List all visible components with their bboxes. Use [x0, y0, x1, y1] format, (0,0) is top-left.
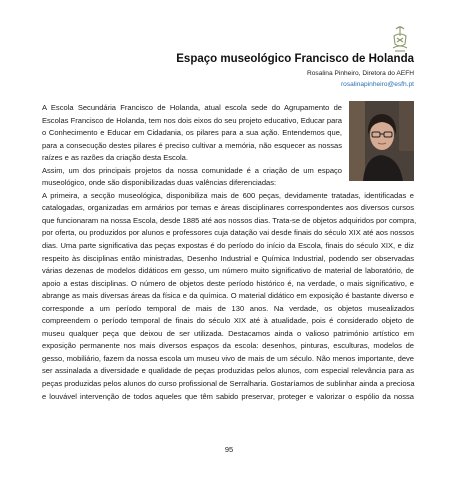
body-line: exposição permanente nos mais diversos espaços da escola: desenhos, pinturas, esculturas, modelos de: [42, 341, 414, 351]
body-line: Assim, um dos principais projetos da nossa comunidade é a criação de um espaço: [42, 165, 342, 175]
body-line: abrange as mais diversas áreas da física e da química. O material didático em exposição é bastante diverso e: [42, 291, 414, 301]
body-line: Escolas Francisco de Holanda, tem nos dois eixos do seu projeto educativo, Educar para: [42, 115, 342, 125]
article-title: Espaço museológico Francisco de Holanda: [176, 53, 414, 65]
body-line: ser assinalada a diversidade e qualidade de peças produzidas pelos alunos, com especial relevância para as: [42, 366, 414, 376]
body-line: A Escola Secundária Francisco de Holanda, atual escola sede do Agrupamento de: [42, 103, 342, 112]
body-line: que funcionaram na nossa Escola, desde 1885 até aos nossos dias. Trata-se de objetos adquiridos por compra,: [42, 215, 417, 225]
article-body: [42, 102, 417, 403]
body-line: compreendem o período temporal de finais do século XIX até à atualidade, pois é considerado objeto de: [42, 316, 414, 326]
body-line: para a consecução destes pilares é preciso cultivar a memória, não esquecer as nossas: [42, 140, 342, 150]
article-author: Rosalina Pinheiro, Diretora do AEFH: [306, 70, 414, 77]
body-line: raízes e as razões da criação desta Escola.: [42, 153, 188, 163]
body-line: gesso, mobiliário, fazem da nossa escola um museu vivo de mais de um século. Não menos importante, deve: [42, 353, 414, 363]
body-line: várias dezenas de modelos didáticos em gesso, um número muito significativo de material de laboratório, de: [42, 266, 414, 276]
body-line: e louvável intervenção de todos aqueles que têm sabido preservar, proteger e valorizar o espólio da nossa: [42, 391, 414, 401]
body-line: por oferta, ou produzidos por alunos e professores cuja datação vai desde finais do século XIX até aos nossos: [42, 228, 414, 238]
body-line: catalogadas, organizadas em armários por temas e áreas disciplinares correspondentes aos diversos cursos: [42, 203, 414, 213]
body-line: apoio a estas disciplinas. O número de objetos deste período histórico é, na verdade, o mais significativo, e: [42, 278, 414, 288]
school-emblem-icon: [390, 24, 410, 54]
body-line: museológico, onde são disponibilizadas duas valências diferenciadas:: [42, 178, 277, 188]
body-line: A primeira, a secção museológica, disponibiliza mais de 600 peças, devidamente tratadas, identificadas e: [42, 190, 414, 200]
body-line: corresponde a um período temporal de mais de 130 anos. Na verdade, os objetos musealizados: [42, 303, 414, 313]
page-number: 95: [224, 445, 234, 454]
body-line: museu qualquer peça que deixou de ser utilizada. Destacamos ainda o valioso património artístico em: [42, 328, 414, 338]
body-line: o Conhecimento e Educar em Cidadania, os pilares para a sua ação. Entendemos que,: [42, 128, 342, 138]
body-line: dias. Uma parte significativa das peças expostas é do período do início da Escola, finais do século XIX, e diz: [42, 241, 414, 251]
body-line: peças produzidas pelos alunos do curso profissional de Serralharia. Gostaríamos de sublinhar ainda a preciosa: [42, 379, 415, 389]
author-email-link[interactable]: rosalinapinheiro@esfh.pt: [340, 81, 414, 88]
body-line: respeito às disciplinas então ministradas, Desenho Industrial e Química Industrial, podendo ser observadas: [42, 253, 414, 263]
